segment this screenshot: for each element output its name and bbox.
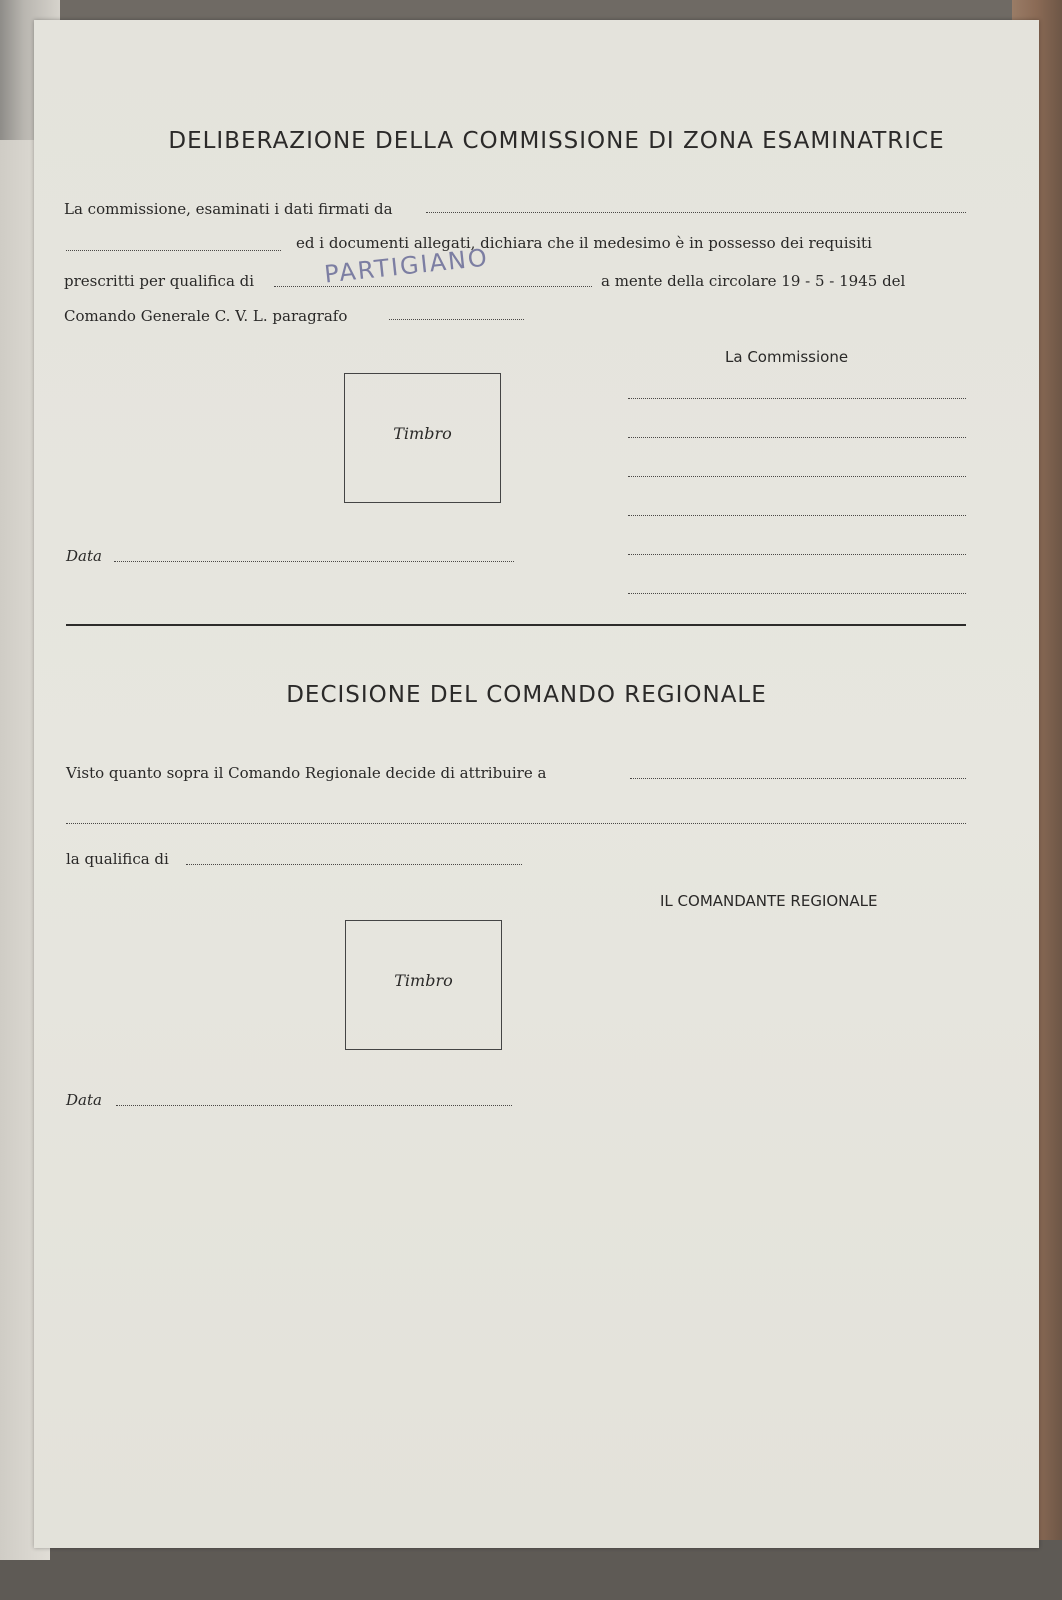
commission-signature-line-3[interactable] [628,476,966,477]
partigiano-stamp: PARTIGIANO [322,243,490,289]
background-bottom [0,1540,1062,1600]
commission-label: La Commissione [725,348,849,366]
section1-line3a: prescritti per qualifica di [64,272,255,290]
section1-line2: ed i documenti allegati, dichiara che il medesimo è in possesso dei requisiti [296,234,872,252]
paragraph-field[interactable] [389,319,524,320]
section2-title: DECISIONE DEL COMANDO REGIONALE [286,682,767,708]
commission-signature-line-2[interactable] [628,437,966,438]
stamp-box-1 [344,373,501,503]
section1-line3b: a mente della circolare 19 - 5 - 1945 del [601,272,906,290]
section2-line2: la qualifica di [66,850,169,868]
section1-line1: La commissione, esaminati i dati firmati da [64,200,393,218]
signed-by-field[interactable] [426,212,966,213]
stamp-box-2 [345,920,502,1050]
section-divider [66,624,966,626]
assigned-qualification-field[interactable] [186,864,522,865]
assignee-field[interactable] [630,778,966,779]
commission-signature-line-1[interactable] [628,398,966,399]
date-label-1: Data [66,547,102,565]
assignee-field-continued[interactable] [66,823,966,824]
date-field-2[interactable] [116,1105,512,1106]
commission-signature-line-4[interactable] [628,515,966,516]
section1-line4: Comando Generale C. V. L. paragrafo [64,307,348,325]
signed-by-field-continued[interactable] [66,250,281,251]
stamp-box-1-label: Timbro [393,424,452,443]
date-field-1[interactable] [114,561,514,562]
qualification-field[interactable] [274,286,592,287]
commander-label: IL COMANDANTE REGIONALE [660,892,878,910]
date-label-2: Data [66,1091,102,1109]
stamp-box-2-label: Timbro [394,971,453,990]
commission-signature-line-5[interactable] [628,554,966,555]
section2-line1: Visto quanto sopra il Comando Regionale decide di attribuire a [66,764,547,782]
commission-signature-line-6[interactable] [628,593,966,594]
section1-title: DELIBERAZIONE DELLA COMMISSIONE DI ZONA ESAMINATRICE [168,128,945,154]
form-page [34,20,1039,1548]
